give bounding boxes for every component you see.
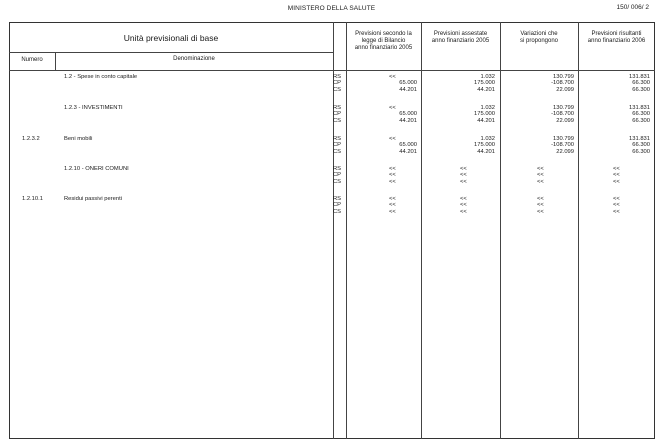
row-code: RS [333,74,342,80]
row-value-col2: 1.032 [480,74,495,80]
row-value-col2: 175.000 [474,80,495,87]
row-codes [333,166,347,185]
row-value-col4: 66.300 [632,148,650,155]
row-value-col3: -108.700 [551,111,574,118]
row-value-col1: << [389,74,396,80]
row-value-col1: << [389,202,396,209]
row-value-col2: 175.000 [474,111,495,118]
row-code: RS [333,196,342,202]
row-code: CP [333,80,342,87]
row-code: CP [333,202,342,209]
row-value-col3: 130.799 [553,136,574,142]
row-code: CP [333,172,342,179]
row-value-col2: << [460,196,467,202]
row-code: CS [333,208,342,215]
row-value-col3: << [537,202,544,209]
row-codes [333,105,347,124]
row-value-col1: 65.000 [399,111,417,118]
row-value-col2: 175.000 [474,142,495,149]
header-bottom-line [9,70,655,71]
row-value-col3: -108.700 [551,80,574,87]
row-value-col3: 22.099 [556,86,574,93]
row-value-col2: 44.201 [477,117,495,124]
row-value-col2: 44.201 [477,86,495,93]
row-value-col4: 66.300 [632,80,650,87]
row-value-col4: 131.831 [629,105,650,111]
row-code: CS [333,148,342,155]
row-denominazione: 1.2 - Spese in conto capitale [64,74,138,80]
divider-col3 [578,22,579,439]
row-value-col3: -108.700 [551,142,574,149]
row-value-col3: << [537,178,544,185]
row-numero: 1.2.3.2 [22,136,40,142]
numero-header: Numero [21,57,43,63]
row-value-col2: << [460,178,467,185]
row-value-col4: << [613,202,620,209]
header-split-line [9,52,333,53]
col1-header: Previsioni secondo la legge di Bilancio anno finanziario 2005 [354,31,413,51]
row-value-col3: << [537,166,544,172]
row-value-col1: << [389,178,396,185]
row-value-col3: 130.799 [553,74,574,80]
row-value-col1: << [389,172,396,179]
row-denominazione: Residui passivi perenti [64,196,122,202]
page-reference: 150/ 006/ 2 [616,4,649,11]
divider-col2 [500,22,501,439]
row-value-col1: << [389,196,396,202]
row-value-col3: << [537,208,544,215]
row-value-col1: 44.201 [399,117,417,124]
row-value-col1: << [389,166,396,172]
row-value-col3: << [537,172,544,179]
row-value-col2: 1.032 [480,136,495,142]
row-value-col2: << [460,166,467,172]
row-value-col2: 44.201 [477,148,495,155]
row-value-col1: 44.201 [399,148,417,155]
row-value-col4: 131.831 [629,136,650,142]
row-value-col1: << [389,105,396,111]
row-numero: 1.2.10.1 [22,196,43,202]
row-code: RS [333,166,342,172]
row-value-col4: 66.300 [632,117,650,124]
row-value-col1: 65.000 [399,142,417,149]
col4-header: Previsioni risultanti anno finanziario 2006 [587,31,646,44]
row-value-col1: << [389,208,396,215]
row-codes [333,136,347,155]
row-code: CS [333,86,342,93]
row-value-col4: << [613,166,620,172]
row-value-col3: 22.099 [556,117,574,124]
row-value-col4: 66.300 [632,86,650,93]
divider-col1 [421,22,422,439]
row-denominazione: 1.2.3 - INVESTIMENTI [64,105,123,111]
row-value-col4: 66.300 [632,142,650,149]
row-value-col4: << [613,196,620,202]
row-value-col4: 131.831 [629,74,650,80]
row-value-col2: << [460,208,467,215]
row-value-col3: << [537,196,544,202]
row-denominazione: 1.2.10 - ONERI COMUNI [64,166,129,172]
row-code: CP [333,142,342,149]
row-value-col3: 22.099 [556,148,574,155]
row-value-col4: << [613,208,620,215]
upb-header: Unità previsionali di base [123,33,219,43]
row-codes [333,74,347,93]
row-value-col4: << [613,172,620,179]
row-value-col1: 44.201 [399,86,417,93]
row-value-col1: << [389,136,396,142]
row-code: RS [333,136,342,142]
row-code: CS [333,117,342,124]
row-codes [333,196,347,215]
row-denominazione: Beni mobili [64,136,93,142]
row-value-col4: 66.300 [632,111,650,118]
denominazione-header: Denominazione [173,56,215,62]
col2-header: Previsioni assestate anno finanziario 2005 [431,31,490,44]
row-value-col2: << [460,202,467,209]
row-code: RS [333,105,342,111]
row-value-col2: << [460,172,467,179]
row-code: CP [333,111,342,118]
row-code: CS [333,178,342,185]
row-value-col4: << [613,178,620,185]
row-value-col3: 130.799 [553,105,574,111]
row-value-col2: 1.032 [480,105,495,111]
row-value-col1: 65.000 [399,80,417,87]
col3-header: Variazioni che si propongono [519,31,559,44]
document-title: MINISTERO DELLA SALUTE [287,5,376,12]
